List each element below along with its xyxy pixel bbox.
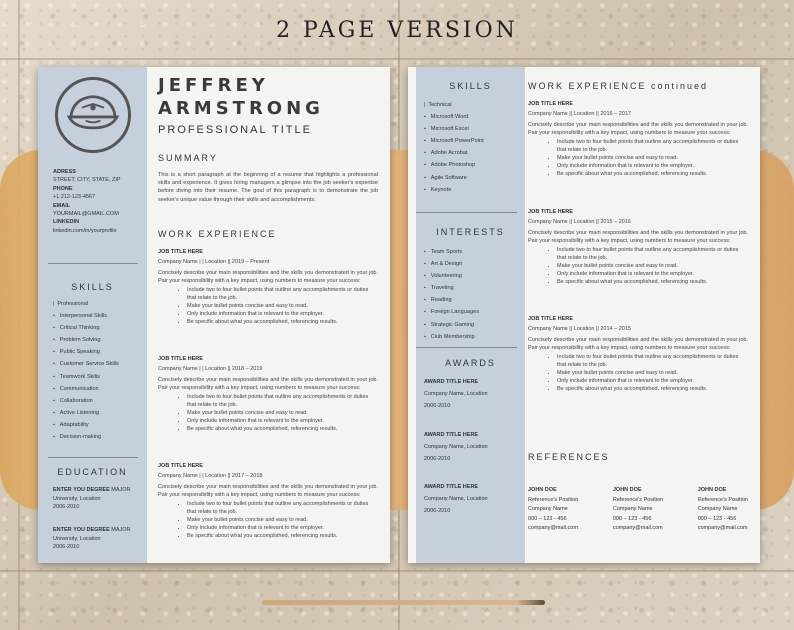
job-entry — [158, 463, 378, 540]
pencil — [262, 600, 545, 605]
skill-item: ▪ Microsoft Excel — [424, 123, 484, 135]
interest-item: ▪ Art & Design — [424, 258, 479, 270]
references-title: REFERENCES — [528, 452, 610, 462]
reference-name: JOHN DOE — [612, 487, 642, 493]
reference-email: company@mail.com — [697, 525, 748, 532]
address-label: ADRESS — [53, 169, 76, 175]
job-bullets — [557, 138, 748, 178]
job-bullet: • Make your bullet points concise and easy to read. — [187, 302, 378, 310]
sidebar — [38, 67, 147, 563]
award-years: 2006-2010 — [424, 508, 451, 514]
job-bullet: • Be specific about what you accomplished, referencing results. — [557, 278, 748, 286]
job-bullet: • Be specific about what you accomplished, referencing results. — [187, 318, 378, 326]
experience-continued-title: WORK EXPERIENCE continued — [528, 81, 709, 91]
job-bullet: • Include two to four bullet points that outline any accomplishments or duties that relate to the job. — [187, 393, 378, 409]
skill-item: ▪ Active Listening — [53, 407, 119, 419]
resume-page-1 — [38, 67, 390, 563]
phone-value: +1 212-123-4567 — [53, 194, 96, 201]
award-years: 2006-2010 — [424, 456, 451, 462]
job-company: Company Name | | Location || 2017 – 2018 — [158, 473, 263, 479]
tile-seam — [0, 58, 794, 60]
award-title: AWARD TITLE HERE — [424, 484, 479, 490]
skill-item: ▪ Critical Thinking — [53, 322, 119, 334]
summary-text: This is a short paragraph at the beginning of a resume that highlights a professional skills and experience. It gives hiring managers a glimpse into the job seeker's expertise before diving into their resume. The goal of this paragraph is to demonstrate the job seeker's unique value through their skills and accomplishments. — [158, 172, 378, 203]
email-value: YOURMAIL@GMAIL.COM — [53, 211, 119, 218]
interest-item: ▪ Club Membership — [424, 331, 479, 343]
degree: ENTER YOU DEGREE — [53, 527, 110, 533]
job-entry — [158, 249, 378, 326]
job-bullet: • Be specific about what you accomplished, referencing results. — [557, 385, 748, 393]
job-title: JOB TITLE HERE — [158, 249, 203, 255]
linkedin-label: LINKEDIN — [53, 219, 79, 226]
reference-company: Company Name — [528, 506, 568, 513]
job-entry — [528, 316, 748, 393]
skills-title: SKILLS — [449, 81, 492, 91]
sidebar — [416, 67, 525, 563]
job-title: JOB TITLE HERE — [158, 356, 203, 362]
skill-item: ▪ Public Speaking — [53, 346, 119, 358]
skill-item: ▪ Adobe Photoshop — [424, 159, 484, 171]
job-bullet: • Be specific about what you accomplished, referencing results. — [187, 425, 378, 433]
major: MAJOR — [111, 487, 131, 493]
experience-title: WORK EXPERIENCE — [158, 229, 277, 239]
reference-position: Reference's Position — [612, 496, 664, 503]
years: 2006-2010 — [53, 504, 80, 510]
job-description: Concisely describe your main responsibilities and the skills you demonstrated in your job. Pair your responsibility with a key impact, using numbers to measure your success: — [528, 122, 748, 136]
major: MAJOR — [111, 527, 131, 533]
reference-phone: 000 – 123 - 456 — [697, 515, 737, 522]
professional-title: PROFESSIONAL TITLE — [158, 124, 312, 136]
award-title: AWARD TITLE HERE — [424, 379, 479, 385]
job-bullet: • Include two to four bullet points that outline any accomplishments or duties that relate to the job. — [187, 500, 378, 516]
reference-phone: 000 – 123 - 456 — [528, 515, 567, 522]
interests-title: INTERESTS — [436, 227, 505, 237]
job-company: Company Name || Location || 2015 – 2016 — [528, 219, 631, 225]
job-title: JOB TITLE HERE — [528, 209, 573, 215]
reference-entry — [528, 486, 578, 534]
skill-item: ▪ Adaptability — [53, 419, 119, 431]
job-description: Concisely describe your main responsibilities and the skills you demonstrated in your job. Pair your responsibility with a key impact, using numbers to measure your success: — [158, 377, 378, 391]
skills-list — [53, 298, 119, 443]
job-bullet: • Include two to four bullet points that outline any accomplishments or duties that relate to the job. — [557, 353, 748, 369]
job-title: JOB TITLE HERE — [528, 101, 573, 107]
job-title: JOB TITLE HERE — [528, 316, 573, 322]
job-bullet: • Make your bullet points concise and easy to read. — [557, 262, 748, 270]
job-description: Concisely describe your main responsibilities and the skills you demonstrated in your job. Pair your responsibility with a key impact, using numbers to measure your success: — [528, 230, 748, 244]
reference-position: Reference's Position — [528, 496, 579, 503]
interest-item: ▪ Volunteering — [424, 270, 479, 282]
education-title: EDUCATION — [57, 467, 128, 477]
job-company: Company Name || Location || 2014 – 2015 — [528, 326, 631, 332]
divider — [416, 212, 517, 213]
reference-company: Company Name — [612, 506, 653, 513]
job-bullets — [187, 500, 378, 540]
award-title: AWARD TITLE HERE — [424, 432, 479, 438]
main-column — [525, 67, 760, 563]
job-bullet: • Make your bullet points concise and easy to read. — [187, 409, 378, 417]
reference-email: company@mail.com — [528, 525, 578, 532]
award-entry — [424, 481, 488, 517]
job-bullets — [557, 246, 748, 286]
reference-company: Company Name — [697, 506, 738, 513]
interest-item: ▪ Foreign Languages — [424, 306, 479, 318]
reference-email: company@mail.com — [612, 525, 663, 532]
award-entry — [424, 429, 488, 465]
job-bullet: • Be specific about what you accomplished, referencing results. — [557, 170, 748, 178]
education-entry — [53, 486, 131, 512]
job-bullet: • Include two to four bullet points that outline any accomplishments or duties that relate to the job. — [187, 286, 378, 302]
reference-position: Reference's Position — [697, 496, 748, 503]
skill-item: | Professional — [53, 298, 119, 310]
job-bullet: • Only include information that is relevant to the employer. — [557, 162, 748, 170]
skill-item: | Technical — [424, 99, 484, 111]
phone-label: PHONE — [53, 185, 73, 192]
reference-name: JOHN DOE — [697, 487, 727, 493]
job-bullet: • Include two to four bullet points that outline any accomplishments or duties that relate to the job. — [557, 138, 748, 154]
job-entry — [528, 101, 748, 178]
interest-item: ▪ Traveling — [424, 282, 479, 294]
reference-entry — [613, 486, 663, 534]
job-bullet: • Include two to four bullet points that outline any accomplishments or duties that relate to the job. — [557, 246, 748, 262]
divider — [48, 263, 138, 264]
divider — [48, 457, 138, 458]
name-last: ARMSTRONG — [158, 98, 324, 119]
job-bullet: • Make your bullet points concise and easy to read. — [557, 369, 748, 377]
skill-item: ▪ Collaboration — [53, 395, 119, 407]
job-bullet: • Only include information that is relevant to the employer. — [187, 417, 378, 425]
tile-seam — [0, 570, 794, 572]
job-bullet: • Only include information that is relevant to the employer. — [187, 524, 378, 532]
award-org: Company Name, Location — [424, 444, 488, 450]
job-entry — [158, 356, 378, 433]
name-first: JEFFREY — [158, 75, 269, 96]
interest-item: ▪ Team Sports — [424, 246, 479, 258]
education-entry — [53, 526, 131, 552]
job-company: Company Name | | Location || 2019 – Present — [158, 259, 270, 265]
address-value: STREET, CITY, STATE, ZIP — [53, 177, 121, 184]
degree: ENTER YOU DEGREE — [53, 487, 110, 493]
award-org: Company Name, Location — [424, 496, 488, 502]
divider — [416, 347, 517, 348]
skill-item: ▪ Agile Software — [424, 172, 484, 184]
interests-list — [424, 246, 479, 343]
years: 2006-2010 — [53, 544, 80, 550]
skill-item: ▪ Keynote — [424, 184, 484, 196]
skill-item: ▪ Communication — [53, 383, 119, 395]
job-bullet: • Make your bullet points concise and easy to read. — [187, 516, 378, 524]
email-label: EMAIL — [53, 202, 71, 209]
skills-list — [424, 99, 484, 196]
job-description: Concisely describe your main responsibilities and the skills you demonstrated in your job. Pair your responsibility with a key impact, using numbers to measure your success: — [158, 270, 378, 284]
job-company: Company Name || Location || 2016 – 2017 — [528, 111, 631, 117]
skill-item: ▪ Problem Solving — [53, 334, 119, 346]
skill-item: ▪ Customer Service Skills — [53, 358, 119, 370]
reference-phone: 000 – 123 - 456 — [612, 515, 652, 522]
skill-item: ▪ Microsoft Word — [424, 111, 484, 123]
pilot-cap-icon — [55, 77, 131, 153]
interest-item: ▪ Strategic Gaming — [424, 319, 479, 331]
linkedin-value: linkedin.com/in/yourprofile — [53, 227, 117, 234]
job-bullet: • Only include information that is relevant to the employer. — [187, 310, 378, 318]
resume-page-2 — [408, 67, 760, 563]
job-bullet: • Only include information that is relevant to the employer. — [557, 377, 748, 385]
contact-block — [53, 168, 121, 235]
references-list — [528, 486, 748, 534]
interest-item: ▪ Reading — [424, 294, 479, 306]
job-bullets — [187, 286, 378, 326]
job-bullet: • Be specific about what you accomplished, referencing results. — [187, 532, 378, 540]
skill-item: ▪ Adobe Acrobat — [424, 147, 484, 159]
job-company: Company Name | | Location || 2018 – 2019 — [158, 366, 263, 372]
headline: 2 PAGE VERSION — [276, 18, 518, 43]
school: University, Location — [53, 495, 101, 502]
skills-title: SKILLS — [71, 282, 114, 292]
skill-item: ▪ Microsoft PowerPoint — [424, 135, 484, 147]
award-entry — [424, 376, 488, 412]
reference-entry — [698, 486, 748, 534]
job-bullets — [557, 353, 748, 393]
skill-item: ▪ Interpersonal Skills — [53, 310, 119, 322]
job-entry — [528, 209, 748, 286]
award-org: Company Name, Location — [424, 391, 488, 397]
job-bullet: • Only include information that is relevant to the employer. — [557, 270, 748, 278]
job-description: Concisely describe your main responsibilities and the skills you demonstrated in your job. Pair your responsibility with a key impact, using numbers to measure your success: — [528, 337, 748, 351]
skill-item: ▪ Decision-making — [53, 431, 119, 443]
summary-title: SUMMARY — [158, 153, 218, 163]
main-column — [147, 67, 390, 563]
award-years: 2006-2010 — [424, 403, 451, 409]
job-bullets — [187, 393, 378, 433]
job-title: JOB TITLE HERE — [158, 463, 203, 469]
awards-title: AWARDS — [445, 358, 496, 368]
school: University, Location — [53, 535, 101, 542]
skill-item: ▪ Teamwork Skills — [53, 371, 119, 383]
reference-name: JOHN DOE — [528, 487, 557, 493]
job-description: Concisely describe your main responsibilities and the skills you demonstrated in your job. Pair your responsibility with a key impact, using numbers to measure your success: — [158, 484, 378, 498]
job-bullet: • Make your bullet points concise and easy to read. — [557, 154, 748, 162]
